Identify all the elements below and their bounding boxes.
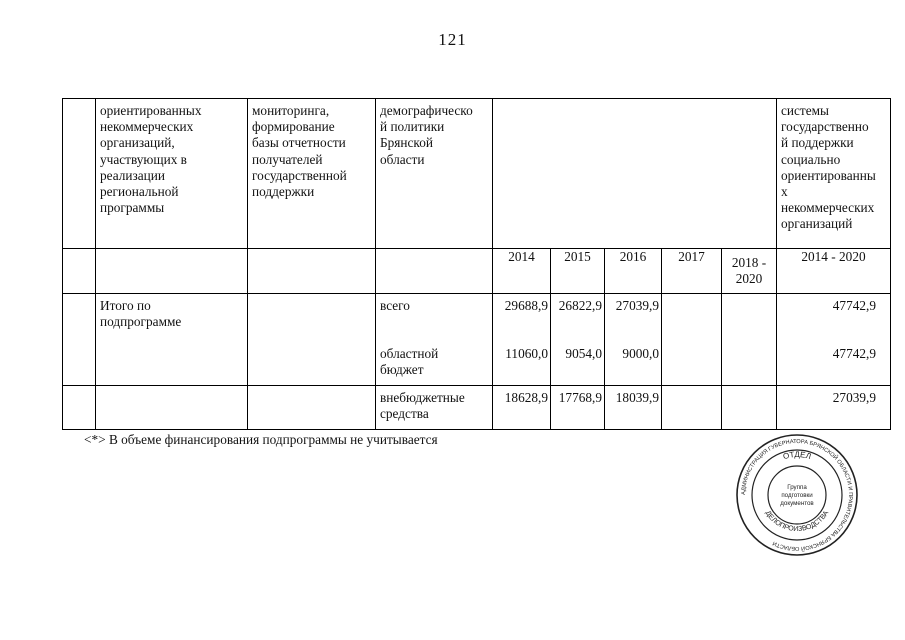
table-cell [777, 294, 891, 386]
table-cell [248, 294, 376, 386]
policy-text: демографическо й политики Брянской области [380, 103, 473, 167]
table-cell [777, 99, 891, 249]
support-system-text: системы государственно й поддержки социально ориентированны х некоммерческих организаций [781, 103, 876, 232]
table-cell [777, 386, 891, 430]
row-label-extrabudget: внебюджетные средства [380, 390, 465, 422]
value-cell: 47742,9 [832, 298, 876, 313]
table-row [63, 249, 891, 294]
summary-label: Итого по подпрограмме [100, 298, 182, 330]
row-label-regional: областной бюджет [380, 346, 439, 378]
table-cell [493, 99, 777, 249]
table-cell [376, 386, 493, 430]
value-cell: 9054,0 [565, 346, 602, 362]
table-cell [551, 294, 605, 386]
table-cell [96, 99, 248, 249]
year-header: 2014 [493, 249, 551, 294]
stamp-inner-bottom: ДЕЛОПРОИЗВОДСТВА [763, 509, 831, 534]
table-cell [605, 294, 662, 386]
monitoring-text: мониторинга, формирование базы отчетности получателей государственной поддержки [252, 103, 347, 200]
value-cell: 17768,9 [558, 390, 602, 405]
table-cell [376, 294, 493, 386]
table-cell [248, 99, 376, 249]
table-cell [493, 386, 551, 430]
table-cell [605, 386, 662, 430]
year-header: 2016 [605, 249, 662, 294]
table-cell [662, 294, 722, 386]
year-header: 2018 - 2020 [722, 249, 777, 294]
table-cell [722, 386, 777, 430]
page-number: 121 [438, 30, 467, 49]
table-cell [63, 294, 96, 386]
value-cell: 18039,9 [615, 390, 659, 405]
stamp-center-line: Группа [787, 484, 807, 491]
table-cell [248, 386, 376, 430]
office-stamp [735, 433, 859, 557]
year-header: 2015 [551, 249, 605, 294]
table-cell [96, 294, 248, 386]
table-cell [63, 386, 96, 430]
table-row [63, 99, 891, 249]
table-cell [96, 249, 248, 294]
value-cell: 27039,9 [615, 298, 659, 313]
value-cell: 9000,0 [622, 346, 659, 362]
footnote: <*> В объеме финансирования подпрограммы не учитывается [84, 432, 438, 447]
table-cell [722, 294, 777, 386]
value-cell: 27039,9 [832, 390, 876, 405]
financing-table [62, 98, 891, 430]
table-cell [63, 249, 96, 294]
table-cell [376, 249, 493, 294]
stamp-outer-text: АДМИНИСТРАЦИЯ ГУБЕРНАТОРА БРЯНСКОЙ ОБЛАСТИ И ПРАВИТЕЛЬСТВА БРЯНСКОЙ ОБЛАСТИ [740, 438, 854, 552]
value-cell: 47742,9 [832, 346, 876, 362]
table-cell [248, 249, 376, 294]
table-cell [63, 99, 96, 249]
table-cell [493, 294, 551, 386]
year-header: 2014 - 2020 [777, 249, 891, 294]
value-cell: 29688,9 [504, 298, 548, 313]
value-cell: 26822,9 [558, 298, 602, 313]
table-cell [96, 386, 248, 430]
row-label-total: всего [380, 298, 410, 313]
table-row [63, 386, 891, 430]
table-cell [551, 386, 605, 430]
participants-text: ориентированных некоммерческих организаций, участвующих в реализации региональной программы [100, 103, 202, 216]
value-cell: 18628,9 [504, 390, 548, 405]
value-cell: 11060,0 [505, 346, 548, 362]
stamp-inner-top: ОТДЕЛ [781, 449, 813, 462]
stamp-center-line: подготовки [781, 492, 813, 499]
table-cell [662, 386, 722, 430]
stamp-center-line: документов [780, 500, 814, 507]
year-header: 2017 [662, 249, 722, 294]
table-row [63, 294, 891, 386]
table-cell [376, 99, 493, 249]
